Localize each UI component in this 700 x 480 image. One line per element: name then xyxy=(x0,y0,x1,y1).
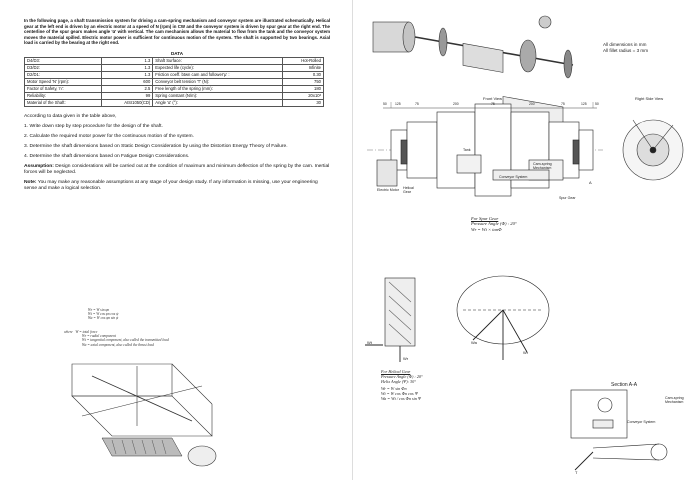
spur-tooth-block xyxy=(385,278,415,346)
label-a-marker: A xyxy=(589,180,592,185)
helical-eq-3: Wa = Wt / cos Φn sin Ψ xyxy=(381,395,421,401)
data-cell: Material of the Shaft: xyxy=(25,99,102,106)
data-title: DATA xyxy=(170,50,184,56)
dimension-label: 75 xyxy=(491,102,495,106)
data-cell: Shaft Surface: xyxy=(153,57,283,64)
sketch-base-plane xyxy=(72,396,212,436)
dims-note: All dimensions in mm xyxy=(603,42,647,47)
front-tank xyxy=(457,155,481,173)
front-view-title: Front View xyxy=(483,96,503,101)
def-wr: Wr = radial component xyxy=(82,334,116,339)
data-cell: 1.3 xyxy=(102,64,153,71)
label-helical-gear: Helical Gear xyxy=(403,186,414,194)
front-spur-gear xyxy=(573,140,579,164)
where-label: where xyxy=(64,330,73,334)
helical-eq-2: Wt = W cos Φn cos Ψ xyxy=(381,391,418,397)
helical-note-helix: Helix Angle (Ψ): 30° xyxy=(381,378,416,384)
data-cell: Conveyor belt tension 'T' (N): xyxy=(153,78,283,85)
data-cell: Infinite xyxy=(283,64,324,71)
question-3: 3. Determine the shaft dimensions based on Static Design Consideration by using the Distortion Energy Theory of Failure. xyxy=(24,143,288,149)
helical-note-pressure: Pressure Angle (Φ) : 20° xyxy=(381,373,423,379)
data-cell: 2.5 xyxy=(102,85,153,92)
helical-eq-1: Wr = W sin Φn xyxy=(381,386,407,392)
questions-lead: According to data given in the table above, xyxy=(24,113,117,119)
assumption-label: Assumption: xyxy=(24,163,54,169)
eq-wa: Wa = W cos φn sin ψ xyxy=(88,316,119,321)
data-cell: 0.30 xyxy=(283,71,324,78)
iso-spur-gear xyxy=(564,50,572,78)
question-4: 4. Determine the shaft dimensions based on Fatigue Design Considerations. xyxy=(24,153,190,159)
data-cell: D2/D1: xyxy=(25,71,102,78)
data-cell: Spring constant (N/m): xyxy=(153,92,283,99)
fillet-note: All fillet radius = 3 mm xyxy=(603,48,649,53)
question-1: 1. Write down step by step procedure for the design of the shaft. xyxy=(24,123,163,129)
label-conveyor-system-2: Conveyor System xyxy=(627,420,656,424)
helical-force-sketch xyxy=(62,356,232,474)
data-cell: Motor Speed 'N' (rpm): xyxy=(25,78,102,85)
force-definitions xyxy=(64,330,169,347)
label-conveyor-system: Conveyor System xyxy=(499,175,528,179)
spur-note-pressure: Pressure Angle (Φ) : 20° xyxy=(471,221,517,227)
label-cam-spring: Cam-spring Mechanism xyxy=(533,162,552,170)
section-cam-circle xyxy=(598,398,612,412)
assumption-paragraph xyxy=(24,164,330,176)
label-cam-mechanism: Cam-spring Mechanism xyxy=(665,396,684,404)
isometric-assembly xyxy=(373,16,573,125)
note-paragraph xyxy=(24,180,330,192)
data-cell: 1.3 xyxy=(102,71,153,78)
dimension-label: 125 xyxy=(581,102,587,106)
spur-note-title: For Spur Gear xyxy=(471,216,499,221)
data-row xyxy=(25,57,324,64)
def-w: W = total force xyxy=(75,330,98,334)
dimension-label: 200 xyxy=(529,102,535,106)
helical-note xyxy=(381,370,423,402)
question-2: 2. Calculate the required motor power for the continuous motion of the system. xyxy=(24,133,194,139)
shaft-drawing xyxy=(353,0,700,480)
dimension-label: 50 xyxy=(383,102,387,106)
data-cell: Expected life (cycle): xyxy=(153,64,283,71)
force-equations-left xyxy=(88,308,118,321)
dimension-label: 50 xyxy=(595,102,599,106)
eq-wr: Wr = W sin φn xyxy=(88,308,110,312)
data-cell: Factor of Safety, 'n': xyxy=(25,85,102,92)
section-title: Section A-A xyxy=(611,382,638,388)
label-tension-t: T xyxy=(575,470,578,475)
iso-cam xyxy=(520,40,536,72)
eq-wt: Wt = W cos φn cos ψ xyxy=(88,312,119,317)
data-cell: D4/D3: xyxy=(25,57,102,64)
helical-note-title: For Helical Gear xyxy=(381,369,411,374)
front-view-shaft xyxy=(367,104,603,196)
note-text: You may make any reasonable assumptions at any stage of your design study. If any information is missing, use your engineering sense and make a logical selection. xyxy=(24,179,318,191)
label-electric-motor: Electric Motor xyxy=(377,188,399,192)
data-row xyxy=(25,78,324,85)
data-row xyxy=(25,71,324,78)
data-cell: Friction coeff. btwn cam and follower'μ' : xyxy=(153,71,283,78)
data-cell: Reliability: xyxy=(25,92,102,99)
def-wa: Wa = axial component, also called the thrust load xyxy=(82,342,154,347)
data-cell: Angle 'α' (°): xyxy=(153,99,283,106)
intro-paragraph: In the following page, a shaft transmission system for driving a cam-spring mechanism and conveyor system are illustrated schematically. Helical gear at the left end is driven by an electric motor at a speed of N (rpm) in CW and the conveyor system is driven by spur gear at the right end. The centerline of the spur gears makes angle 'α' with vertical. The cam mechanism allows the material to flow from the tank and the conveyor system moves the material spilled. Electric motor power is sufficient for continuous motion of the system. The shaft is supported by two bearings. Axial load is carried by the bearing at the right end. xyxy=(24,18,330,46)
data-cell: 750 xyxy=(283,78,324,85)
dimension-label: 75 xyxy=(415,102,419,106)
right-side-view-title: Right Side View xyxy=(635,96,664,101)
dimension-label: 125 xyxy=(395,102,401,106)
section-block xyxy=(571,390,627,438)
spur-force-diagram xyxy=(365,276,549,362)
data-cell: Hot-Rolled xyxy=(283,57,324,64)
spur-note xyxy=(471,216,517,232)
data-row xyxy=(25,85,324,92)
def-wt: Wt = tangential component, also called the transmitted load xyxy=(82,338,169,343)
data-cell: Free length of the spring (mm): xyxy=(153,85,283,92)
right-page xyxy=(352,0,700,480)
label-tank: Tank xyxy=(463,148,471,152)
data-table xyxy=(24,57,324,107)
sketch-back-plane xyxy=(72,364,172,396)
force-label-wr-2: Wr xyxy=(523,350,529,355)
force-label-wt: Wt xyxy=(367,340,372,345)
note-label: Note: xyxy=(24,179,37,185)
label-spur-gear: Spur Gear xyxy=(559,196,576,200)
right-side-view xyxy=(623,120,683,180)
iso-helical-gear xyxy=(439,28,447,56)
data-cell: D3/D2: xyxy=(25,64,102,71)
data-row xyxy=(25,92,324,99)
data-cell: 30 xyxy=(283,99,324,106)
conveyor-roller xyxy=(651,444,667,460)
section-a-a xyxy=(571,390,667,470)
spur-note-eq: Wr = Wt × tanΦ xyxy=(471,226,502,232)
shaft-step-2 xyxy=(407,122,437,178)
iso-tank xyxy=(463,43,503,72)
gear-blank xyxy=(188,446,216,466)
data-cell: 600 xyxy=(102,78,153,85)
data-cell: 180 xyxy=(283,85,324,92)
data-cell: 20x10³ xyxy=(283,92,324,99)
helical-gear-teeth xyxy=(102,438,182,456)
data-cell: 99 xyxy=(102,92,153,99)
force-label-wr: Wr xyxy=(403,356,409,361)
dimension-label: 75 xyxy=(561,102,565,106)
data-row xyxy=(25,99,324,106)
assumption-text: Design considerations will be carried out at the condition of maximum and minimum deflection of the spring by the cam. Inertial forces will be neglected. xyxy=(24,163,330,175)
data-row xyxy=(25,64,324,71)
electric-motor-box xyxy=(377,160,397,186)
data-cell: AISI1050(CD) xyxy=(102,99,153,106)
dimension-label: 200 xyxy=(453,102,459,106)
force-label-wa: Wa xyxy=(471,340,477,345)
data-cell: 1.3 xyxy=(102,57,153,64)
front-helical-gear xyxy=(401,140,407,164)
shaft-step-4 xyxy=(475,104,511,196)
shaft-step-7 xyxy=(579,130,593,170)
